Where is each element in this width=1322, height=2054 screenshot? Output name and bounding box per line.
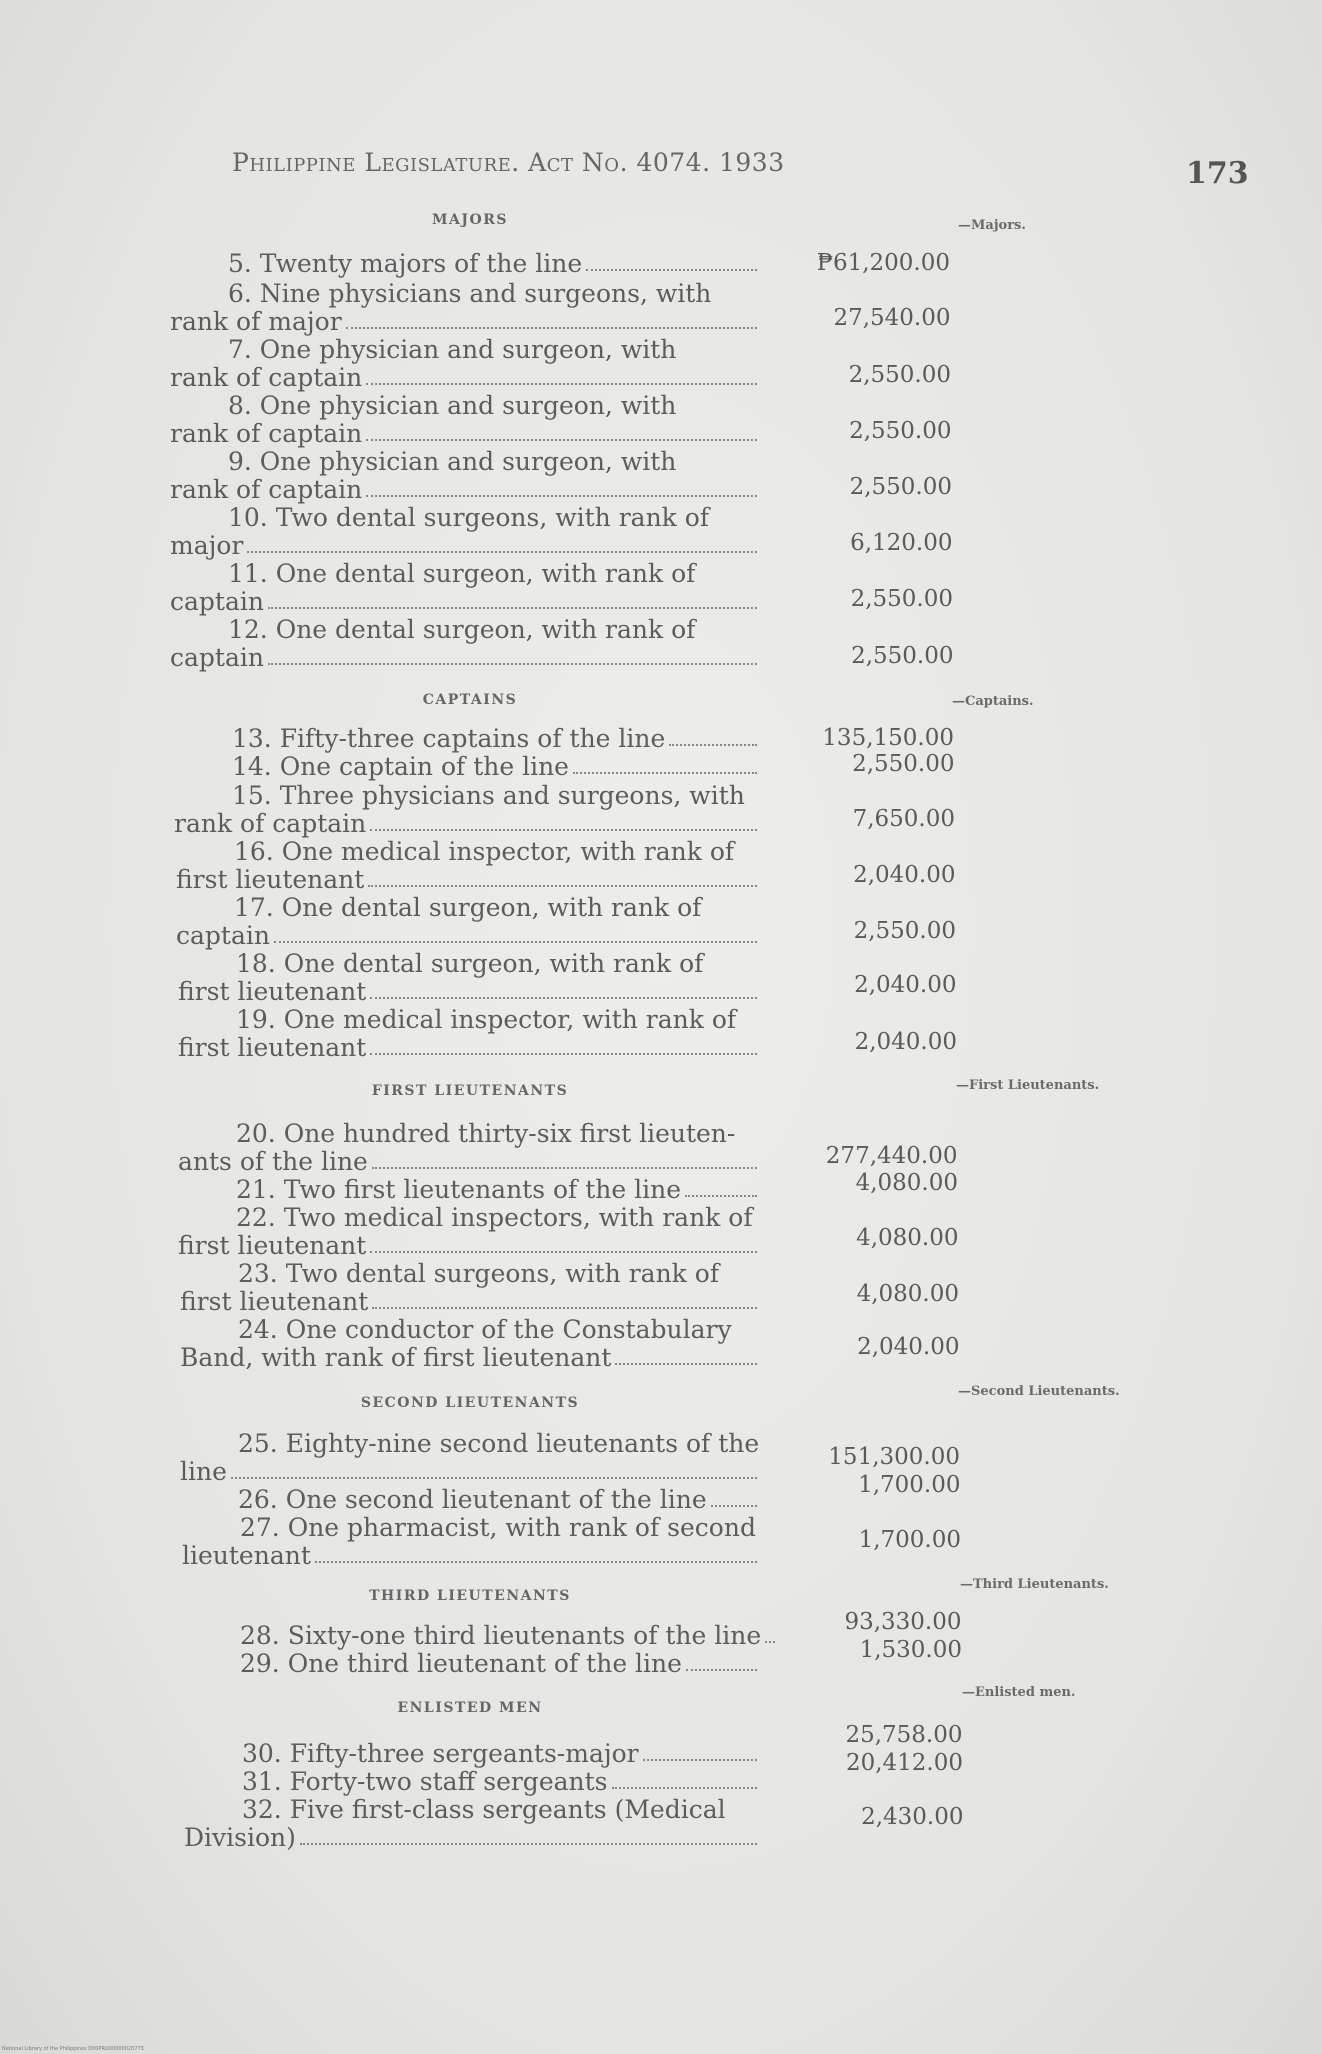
item-text: 28. Sixty-one third lieutenants of the line [240,1621,762,1650]
item-text: first lieutenant [178,1231,367,1260]
item-line [228,448,760,476]
marginal-note-third-lieutenants: —Third Lieutenants. [960,1577,1109,1592]
leader-dots [643,1759,757,1761]
item-line [176,866,760,894]
item-text: 7. One physician and surgeon, with [228,335,677,364]
item-text: 31. Forty-two staff sergeants [242,1767,608,1796]
item-line [236,1204,760,1232]
item-line [178,978,760,1006]
item-line [236,1006,760,1034]
page-number: 173 [1186,156,1249,191]
item-text: rank of major [170,307,342,336]
item-line [238,1260,760,1288]
item-text: 19. One medical inspector, with rank of [236,1005,737,1034]
item-text: 13. Fifty-three captains of the line [232,724,666,753]
leader-dots [366,383,757,385]
leader-dots [231,1477,757,1479]
item-text: first lieutenant [180,1287,369,1316]
item-line [238,1430,760,1458]
item-amount: 25,758.00 [845,1722,963,1748]
item-line [170,420,760,448]
item-amount: 1,700.00 [858,1527,961,1553]
leader-dots [370,1053,757,1055]
item-amount: 135,150.00 [822,725,954,751]
item-amount: 277,440.00 [825,1143,958,1169]
item-text: rank of captain [170,419,363,448]
item-line [180,1344,760,1372]
item-amount: 2,040.00 [854,1029,957,1055]
item-line [184,1824,760,1852]
section-heading-third-lieutenants: THIRD LIEUTENANTS [369,1588,571,1604]
item-line [242,1796,760,1824]
item-line [240,1650,760,1678]
item-line [236,1120,760,1148]
item-line [180,1458,760,1486]
item-amount: 2,550.00 [853,918,956,944]
section-heading-enlisted-men: ENLISTED MEN [397,1700,543,1716]
item-text: 14. One captain of the line [232,752,569,781]
item-text: 26. One second lieutenant of the line [238,1485,707,1514]
leader-dots [573,772,757,774]
item-line [228,250,760,278]
item-line [170,532,760,560]
item-line [170,476,760,504]
item-amount: 2,430.00 [861,1804,964,1830]
item-text: 23. Two dental surgeons, with rank of [238,1259,720,1288]
item-amount: 2,550.00 [851,643,954,669]
item-line [178,1034,760,1062]
item-line [178,1232,760,1260]
marginal-note-second-lieutenants: —Second Lieutenants. [958,1384,1120,1399]
item-text: 8. One physician and surgeon, with [228,391,677,420]
item-amount: 2,550.00 [852,751,955,777]
item-text: 9. One physician and surgeon, with [228,447,677,476]
scan-footer: National Library of the Philippines D00PRO00000020773 [2,2046,144,2052]
leader-dots [346,327,757,329]
leader-dots [765,1641,775,1643]
item-line [228,504,760,532]
item-text: 22. Two medical inspectors, with rank of [236,1203,753,1232]
leader-dots [686,1669,757,1671]
item-line [240,1514,760,1542]
item-text: captain [170,643,264,672]
leader-dots [372,1167,757,1169]
marginal-note-first-lieutenants: —First Lieutenants. [956,1078,1100,1093]
leader-dots [370,829,757,831]
item-text: 16. One medical inspector, with rank of [234,837,735,866]
item-text: 27. One pharmacist, with rank of second [240,1513,756,1542]
item-text: 20. One hundred thirty-six first lieuten- [236,1119,736,1148]
item-line [236,950,760,978]
leader-dots [366,495,757,497]
leader-dots [711,1505,757,1507]
item-text: 21. Two first lieutenants of the line [236,1175,682,1204]
item-text: 29. One third lieutenant of the line [240,1649,682,1678]
section-heading-majors: MAJORS [432,212,508,228]
leader-dots [612,1787,758,1789]
item-amount: 2,040.00 [853,862,956,888]
item-amount: 1,530.00 [859,1637,962,1663]
leader-dots [268,663,757,665]
item-amount: 27,540.00 [833,305,951,331]
item-text: 15. Three physicians and surgeons, with [232,781,745,810]
leader-dots [366,439,757,441]
item-line [170,588,760,616]
item-text: rank of captain [170,475,363,504]
item-text: first lieutenant [176,865,365,894]
item-text: 5. Twenty majors of the line [228,249,583,278]
item-line [242,1768,760,1796]
item-amount: 2,040.00 [857,1334,960,1360]
item-amount: 4,080.00 [856,1281,959,1307]
item-line [236,1176,760,1204]
item-line [228,392,760,420]
item-text: first lieutenant [178,1033,367,1062]
item-text: 6. Nine physicians and surgeons, with [228,279,712,308]
item-amount: ₱61,200.00 [816,250,950,276]
item-line [180,1288,760,1316]
leader-dots [315,1561,757,1563]
item-line [176,922,760,950]
marginal-note-enlisted-men: —Enlisted men. [962,1685,1076,1700]
leader-dots [370,997,757,999]
item-text: 11. One dental surgeon, with rank of [228,559,696,588]
leader-dots [268,607,757,609]
marginal-note-captains: —Captains. [952,694,1034,709]
item-amount: 93,330.00 [844,1609,962,1635]
item-line [170,364,760,392]
item-text: 18. One dental surgeon, with rank of [236,949,704,978]
item-amount: 2,550.00 [849,418,952,444]
leader-dots [300,1843,757,1845]
item-amount: 1,700.00 [858,1472,961,1498]
item-line [182,1542,760,1570]
item-text: 30. Fifty-three sergeants-major [242,1739,639,1768]
leader-dots [368,885,757,887]
item-line [228,560,760,588]
item-text: ants of the line [178,1147,368,1176]
marginal-note-majors: —Majors. [958,218,1026,233]
section-heading-first-lieutenants: FIRST LIEUTENANTS [371,1083,569,1099]
leader-dots [669,744,757,746]
item-amount: 4,080.00 [856,1225,959,1251]
item-amount: 6,120.00 [850,530,953,556]
item-text: line [180,1457,227,1486]
leader-dots [615,1363,757,1365]
item-line [178,1148,760,1176]
item-amount: 2,040.00 [854,972,957,998]
item-text: Band, with rank of first lieutenant [180,1343,612,1372]
item-line [238,1486,760,1514]
item-text: rank of captain [170,363,363,392]
item-line [228,280,760,308]
item-line [234,838,760,866]
item-amount: 4,080.00 [855,1170,958,1196]
leader-dots [370,1251,757,1253]
leader-dots [685,1195,757,1197]
section-heading-captains: CAPTAINS [422,692,518,708]
item-amount: 7,650.00 [852,806,955,832]
item-line [228,336,760,364]
item-text: Division) [184,1823,296,1852]
item-text: 17. One dental surgeon, with rank of [234,893,702,922]
item-text: 32. Five first-class sergeants (Medical [242,1795,726,1824]
item-line [238,1316,760,1344]
item-text: 10. Two dental surgeons, with rank of [228,503,710,532]
item-text: 24. One conductor of the Constabulary [238,1315,732,1344]
item-text: major [170,531,244,560]
item-text: 12. One dental surgeon, with rank of [228,615,696,644]
leader-dots [586,269,757,271]
item-line [234,894,760,922]
item-line [232,753,760,781]
item-text: 25. Eighty-nine second lieutenants of the [238,1429,760,1458]
leader-dots [247,551,757,553]
item-text: rank of captain [174,809,367,838]
item-text: first lieutenant [178,977,367,1006]
running-head: Philippine Legislature. Act No. 4074. 1933 [232,148,785,177]
item-text: captain [176,921,270,950]
item-line [242,1740,760,1768]
item-line [174,810,760,838]
item-amount: 151,300.00 [828,1444,960,1470]
item-line [232,782,760,810]
item-amount: 2,550.00 [849,474,952,500]
section-heading-second-lieutenants: SECOND LIEUTENANTS [360,1395,580,1411]
item-line [232,725,760,753]
item-amount: 2,550.00 [848,362,951,388]
item-line [228,616,760,644]
item-amount: 2,550.00 [850,586,953,612]
leader-dots [274,941,757,943]
leader-dots [372,1307,757,1309]
item-line [170,644,760,672]
item-text: lieutenant [182,1541,311,1570]
item-line [240,1622,760,1650]
item-text: captain [170,587,264,616]
item-line [170,308,760,336]
item-amount: 20,412.00 [845,1750,963,1776]
